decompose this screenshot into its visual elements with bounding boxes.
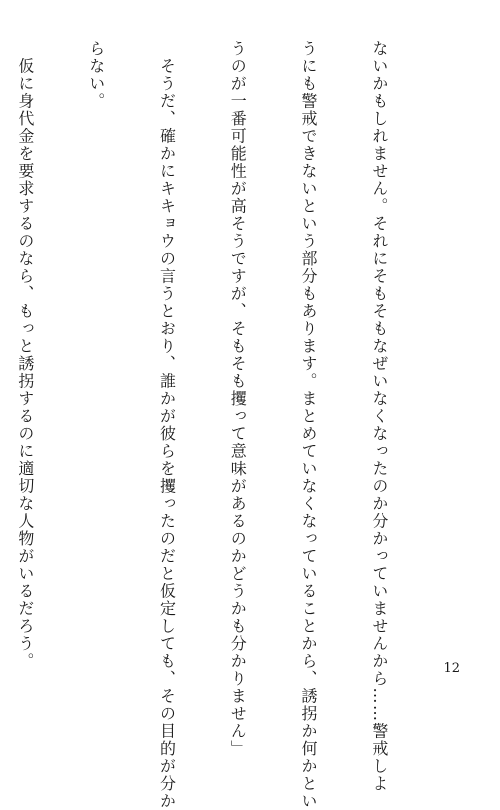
text-line: うのが一番可能性が高そうですが、そもそも攫って意味があるのかどうかも分かりません」: [228, 40, 248, 758]
text-line: らない。: [86, 40, 106, 110]
text-line: ないかもしれません。それにそもそもなぜいなくなったのか分かっていませんから……警戒しよ: [369, 40, 389, 793]
page-number: 12: [443, 661, 460, 676]
text-line: 仮に身代金を要求するのなら、もっと誘拐するのに適切な人物がいるだろう。: [15, 40, 35, 670]
vertical-text-body: [0, 40, 438, 810]
text-line: うにも警戒できないという部分もあります。まとめていなくなっていることから、誘拐か何かとい: [299, 40, 319, 810]
text-line: そうだ、確かにキキョウの言うとおり、誰かが彼らを攫ったのだと仮定しても、その目的が分か: [157, 40, 177, 810]
